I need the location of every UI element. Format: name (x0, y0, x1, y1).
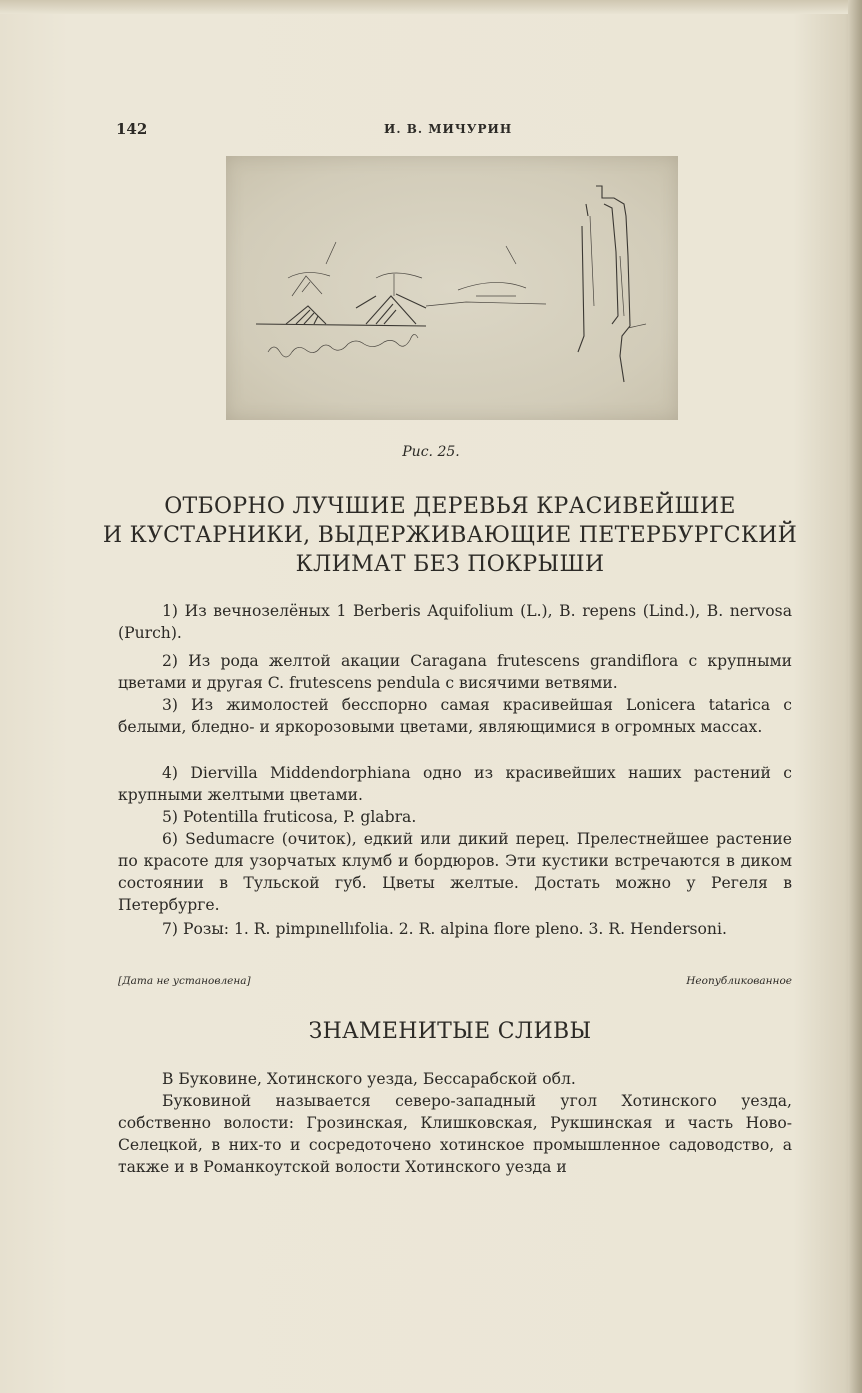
section1-title-line: ОТБОРНО ЛУЧШИЕ ДЕРЕВЬЯ КРАСИВЕЙШИЕ (164, 494, 736, 519)
section2-title: ЗНАМЕНИТЫЕ СЛИВЫ (308, 1019, 592, 1044)
list-item-3: 3) Из жимолостей бесспорно самая красивейшая Lonicera tatarica с белыми, бледно- и яркорозовыми цветами, являющимися в огромных массах. (118, 696, 792, 736)
page-header (116, 120, 792, 142)
dateline (118, 975, 792, 991)
sketch-left-mound (286, 306, 326, 324)
list-item-6: 6) Sedumacre (очиток), едкий или дикий перец. Прелестнейшее растение по красоте для узорчатых клумб и бордюров. Эти кустики встречаются в диком состоянии в Тульской губ. Цветы желтые. Достать можно у Регеля в Петербурге. (118, 830, 792, 914)
sketch-path-lines (426, 282, 546, 306)
list-item-1: 1) Из вечнозелёных 1 Berberis Aquifolium (L.), B. repens (Lind.), B. nervosa (Purch). (118, 602, 792, 642)
running-head: И. В. МИЧУРИН (384, 122, 513, 136)
sketch-ground-line (256, 324, 426, 326)
list-item-5: 5) Potentilla fruticosa, P. glabra. (162, 808, 417, 826)
page-number: 142 (116, 120, 148, 138)
publication-note: Неопубликованное (686, 975, 792, 987)
sketch-handwriting-squiggle (268, 334, 418, 357)
sketch-drawing (226, 156, 678, 420)
page-right-edge (848, 0, 862, 1393)
date-note: [Дата не установлена] (118, 975, 251, 987)
section2-paragraph-1: В Буковине, Хотинского уезда, Бессарабской обл. (162, 1070, 576, 1088)
section2-paragraph-2: Буковиной называется северо-западный угол Хотинского уезда, собственно волости: Грозинская, Клишковская, Рукшинская и часть Ново-Селецкой, в них-то и сосредоточено хотинское промышленное садоводство, а также и в Романкоутской волости Хотинского уезда и (118, 1092, 792, 1176)
section1-title-line: КЛИМАТ БЕЗ ПОКРЫШИ (295, 552, 605, 577)
list-item-2: 2) Из рода желтой акации Caragana frutescens grandiflora с крупными цветами и другая C. frutescens pendula с висячими ветвями. (118, 652, 792, 692)
section1-title (100, 492, 800, 579)
sketch-right-mound (356, 294, 426, 324)
section1-title-line: И КУСТАРНИКИ, ВЫДЕРЖИВАЮЩИЕ ПЕТЕРБУРГСКИЙ (102, 523, 798, 548)
sketch-marks (326, 242, 516, 264)
list-item-4: 4) Diervilla Middendorphiana одно из красивейших наших растений с крупными желтыми цветами. (118, 764, 792, 804)
page-top-shadow (0, 0, 862, 14)
list-item-7: 7) Розы: 1. R. pimpınellıfolia. 2. R. alpina flore pleno. 3. R. Hendersoni. (162, 920, 727, 938)
figure-caption: Рис. 25. (402, 444, 460, 460)
sketch-right-tree (376, 273, 422, 296)
figure-sketch (226, 156, 678, 420)
sketch-left-tree (288, 272, 330, 296)
